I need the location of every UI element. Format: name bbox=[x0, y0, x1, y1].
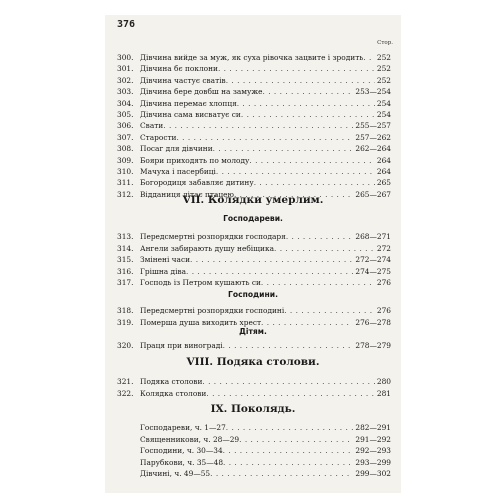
toc-entry bbox=[117, 143, 391, 154]
dot-leader bbox=[163, 120, 353, 131]
entry-pages: 276 bbox=[376, 306, 391, 315]
entry-title: Передсмертні розпорядки господаря bbox=[140, 232, 286, 241]
entry-title: Свати bbox=[140, 121, 164, 131]
toc-entry bbox=[117, 155, 391, 166]
subheading-gospodyni: Господини. bbox=[228, 290, 278, 299]
entry-title: Дівчині, ч. 49—55 bbox=[140, 469, 211, 479]
dot-leader bbox=[284, 305, 375, 316]
entry-title: Померша душа виходить хрест bbox=[140, 317, 262, 327]
toc-entry bbox=[117, 388, 391, 399]
entry-title: Дівчина бє поклони bbox=[140, 64, 218, 74]
entry-title: Господини, ч. 30—34 bbox=[140, 446, 223, 456]
dot-leader bbox=[274, 243, 375, 254]
entry-pages: 252 bbox=[376, 64, 391, 74]
entry-number: 308. bbox=[117, 144, 134, 154]
entry-pages: 274—275 bbox=[355, 266, 391, 276]
entry-title: Дівчина частує сватів bbox=[140, 75, 226, 85]
entry-title: Дівчина вийде за муж, як суха рівочка зацвите і зродить bbox=[140, 53, 364, 62]
column-header: Стор. bbox=[377, 40, 393, 46]
toc-entry bbox=[117, 254, 391, 265]
entry-pages: 252 bbox=[376, 53, 391, 62]
entry-pages: 253—254 bbox=[355, 87, 391, 97]
toc-entry bbox=[117, 86, 391, 97]
entry-title: Дівчина перемає хлопця bbox=[140, 98, 237, 108]
entry-number: 306. bbox=[117, 121, 134, 131]
entry-number: 313. bbox=[117, 232, 134, 241]
entry-number bbox=[117, 434, 140, 445]
dot-leader bbox=[249, 155, 374, 166]
entry-number: 321. bbox=[117, 377, 134, 386]
dot-leader bbox=[210, 468, 353, 479]
entry-title: Бояри приходять по молоду bbox=[140, 155, 250, 165]
entry-pages: 254 bbox=[376, 110, 391, 119]
entry-pages: 276—278 bbox=[355, 317, 391, 327]
entry-number: 309. bbox=[117, 155, 134, 165]
entry-pages: 299—302 bbox=[355, 469, 391, 479]
toc-entry bbox=[117, 376, 391, 387]
entry-title: Старости bbox=[140, 132, 177, 142]
entry-pages: 264 bbox=[376, 167, 391, 176]
entry-number: 320. bbox=[117, 341, 134, 350]
dot-leader bbox=[206, 388, 375, 399]
entry-pages: 265—267 bbox=[355, 189, 391, 199]
dot-leader bbox=[237, 98, 375, 109]
entry-number bbox=[117, 457, 140, 468]
entry-pages: 252 bbox=[376, 75, 391, 85]
entry-pages: 291—292 bbox=[355, 434, 391, 444]
toc-entry bbox=[117, 63, 391, 74]
entry-number: 312. bbox=[117, 189, 134, 199]
entry-title: Дівчина сама висватує си bbox=[140, 110, 241, 119]
dot-leader bbox=[263, 86, 354, 97]
page-number: 376 bbox=[117, 19, 136, 30]
entry-title: Дівчина бере довбш на замуже bbox=[140, 87, 263, 97]
dot-leader bbox=[226, 75, 375, 86]
entry-pages: 292—293 bbox=[355, 446, 391, 456]
toc-entry bbox=[117, 277, 391, 288]
dot-leader bbox=[190, 254, 353, 265]
dot-leader bbox=[363, 52, 375, 63]
entry-title: Подяка столови bbox=[140, 377, 203, 386]
dot-leader bbox=[223, 340, 354, 351]
entry-pages: 254 bbox=[376, 98, 391, 108]
entry-pages: 293—299 bbox=[355, 457, 391, 467]
dot-leader bbox=[254, 177, 375, 188]
entry-pages: 265 bbox=[376, 178, 391, 188]
toc-entry bbox=[117, 317, 391, 328]
entry-number: 302. bbox=[117, 75, 134, 85]
dot-leader bbox=[223, 457, 353, 468]
entry-number: 307. bbox=[117, 132, 134, 142]
dot-leader bbox=[261, 277, 375, 288]
toc-entry bbox=[117, 340, 391, 351]
toc-entry bbox=[117, 166, 391, 177]
toc-entry bbox=[117, 243, 391, 254]
entry-number: 311. bbox=[117, 178, 134, 188]
toc-entry bbox=[117, 422, 391, 433]
toc-entry bbox=[117, 132, 391, 143]
entry-title: Господареви, ч. 1—27 bbox=[140, 423, 226, 432]
dot-leader bbox=[241, 109, 375, 120]
entry-title: Мачуха і пасербиці bbox=[140, 167, 216, 176]
subheading-gospodari: Господареви. bbox=[223, 214, 283, 223]
entry-number bbox=[117, 445, 140, 456]
dot-leader bbox=[239, 434, 353, 445]
entry-pages: 272—274 bbox=[355, 255, 391, 265]
entry-pages: 262—264 bbox=[355, 144, 391, 154]
dot-leader bbox=[186, 266, 353, 277]
toc-entry bbox=[117, 177, 391, 188]
entry-title: Змінені часи bbox=[140, 255, 191, 265]
entry-number: 314. bbox=[117, 243, 134, 253]
toc-entry bbox=[117, 305, 391, 316]
entry-title: Посаг для дівчини bbox=[140, 144, 213, 154]
entry-title: Відданиця літає птацею bbox=[140, 189, 234, 199]
entry-pages: 280 bbox=[376, 377, 391, 386]
dot-leader bbox=[261, 317, 353, 328]
toc-entry bbox=[117, 457, 391, 468]
toc-entry bbox=[117, 52, 391, 63]
entry-title: Колядка столови bbox=[140, 388, 207, 398]
section-heading-ix: IX. Поколядь. bbox=[210, 403, 296, 415]
entry-pages: 257—262 bbox=[355, 132, 391, 142]
toc-entry bbox=[117, 75, 391, 86]
entry-pages: 272 bbox=[376, 243, 391, 253]
entry-number: 318. bbox=[117, 306, 134, 315]
section-heading-vii: VII. Колядки умерлим. bbox=[182, 194, 324, 206]
entry-pages: 264 bbox=[376, 155, 391, 165]
entry-title: Праця при винограді bbox=[140, 341, 223, 350]
toc-entry bbox=[117, 445, 391, 456]
entry-title: Передсмертні розпорядки господині bbox=[140, 306, 285, 315]
entry-number: 310. bbox=[117, 167, 134, 176]
section-heading-viii: VIII. Подяка столови. bbox=[186, 356, 320, 368]
entry-number: 304. bbox=[117, 98, 134, 108]
entry-number: 315. bbox=[117, 255, 134, 265]
entry-number: 303. bbox=[117, 87, 134, 97]
toc-entry bbox=[117, 98, 391, 109]
entry-pages: 276 bbox=[376, 278, 391, 288]
entry-title: Парубкови, ч. 35—48 bbox=[140, 457, 224, 467]
entry-title: Священникови, ч. 28—29 bbox=[140, 434, 240, 444]
entry-pages: 282—291 bbox=[355, 423, 391, 432]
entry-pages: 281 bbox=[376, 388, 391, 398]
entry-title: Грішна діва bbox=[140, 266, 187, 276]
entry-number bbox=[117, 422, 140, 433]
dot-leader bbox=[176, 132, 353, 143]
toc-entry bbox=[117, 434, 391, 445]
dot-leader bbox=[213, 143, 354, 154]
entry-number: 319. bbox=[117, 317, 134, 327]
dot-leader bbox=[216, 166, 375, 177]
dot-leader bbox=[202, 376, 374, 387]
entry-number: 305. bbox=[117, 110, 134, 119]
dot-leader bbox=[218, 63, 375, 74]
toc-entry bbox=[117, 231, 391, 242]
dot-leader bbox=[226, 422, 354, 433]
book-page bbox=[105, 15, 401, 493]
entry-title: Ангели забирають душу небіщика bbox=[140, 243, 274, 253]
dot-leader bbox=[223, 445, 354, 456]
entry-title: Богородиця забавляє дитину bbox=[140, 178, 254, 188]
entry-title: Господь із Петром кушають си bbox=[140, 278, 261, 288]
entry-number bbox=[117, 468, 140, 479]
toc-entry bbox=[117, 120, 391, 131]
subheading-ditiam: Дітям. bbox=[239, 327, 267, 336]
entry-pages: 278—279 bbox=[355, 341, 391, 350]
toc-entry bbox=[117, 468, 391, 479]
entry-number: 300. bbox=[117, 53, 134, 62]
entry-number: 317. bbox=[117, 278, 134, 288]
dot-leader bbox=[286, 231, 354, 242]
entry-pages: 268—271 bbox=[355, 232, 391, 241]
entry-number: 322. bbox=[117, 388, 134, 398]
entry-number: 316. bbox=[117, 266, 134, 276]
entry-number: 301. bbox=[117, 64, 134, 74]
toc-entry bbox=[117, 109, 391, 120]
entry-pages: 255—257 bbox=[355, 121, 391, 131]
toc-entry bbox=[117, 266, 391, 277]
